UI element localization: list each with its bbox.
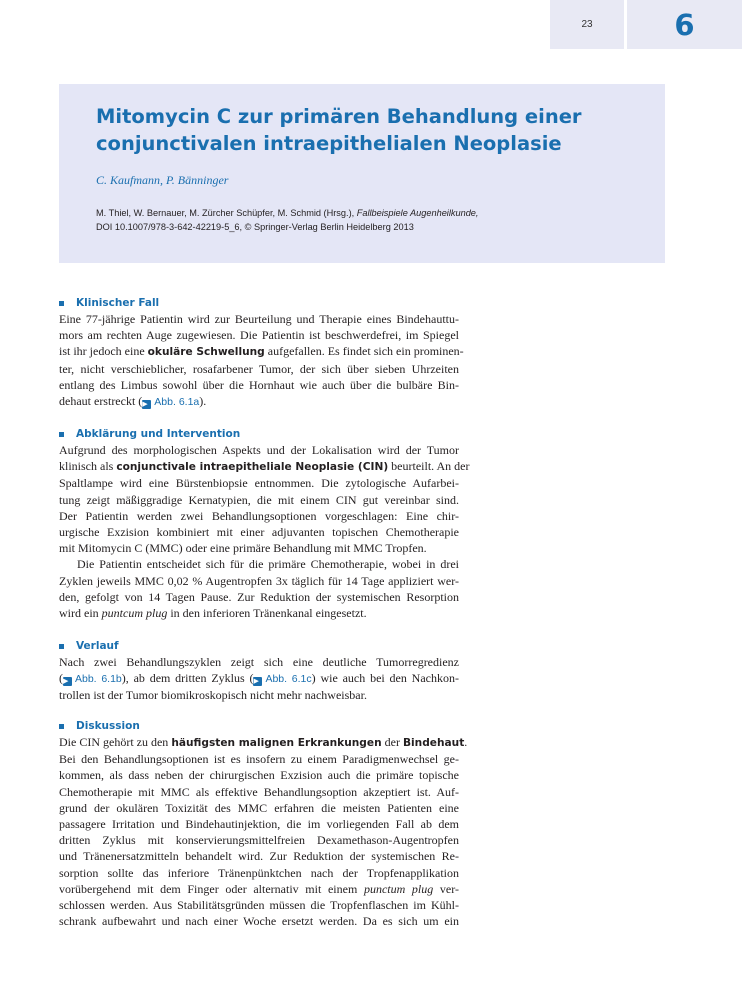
title-line-1: Mitomycin C zur primären Behandlung einer bbox=[96, 105, 582, 128]
section-bullet-icon bbox=[59, 432, 64, 437]
section-bullet-icon bbox=[59, 724, 64, 729]
chapter-tab bbox=[627, 0, 742, 49]
chapter-title bbox=[96, 103, 636, 157]
figure-reference-icon: ▶ bbox=[63, 677, 72, 686]
page-number: 23 bbox=[581, 19, 593, 30]
figure-link[interactable]: Abb. 6.1b bbox=[75, 673, 122, 686]
section-bullet-icon bbox=[59, 644, 64, 649]
figure-reference-icon: ▶ bbox=[142, 400, 151, 409]
paragraph: Nach zwei Behandlungszyklen zeigt sich eine deutliche Tumorregredienz (▶ Abb. 6.1b), ab dem dritten Zyklus (▶ Abb. 6.1c) wie auch bei den Nachkon- trollen ist der Tumor biomikroskopisch nicht mehr nachweisbar. bbox=[59, 655, 459, 703]
figure-link[interactable]: Abb. 6.1a bbox=[154, 396, 200, 409]
citation bbox=[96, 206, 656, 234]
section-heading: Diskussion bbox=[59, 718, 459, 734]
section-bullet-icon bbox=[59, 301, 64, 306]
section-heading: Abklärung und Intervention bbox=[59, 426, 459, 442]
section-verlauf bbox=[59, 638, 459, 704]
citation-doi: DOI 10.1007/978-3-642-42219-5_6, © Springer-Verlag Berlin Heidelberg 2013 bbox=[96, 222, 414, 232]
paragraph: Aufgrund des morphologischen Aspekts und der Lokalisation wird der Tumor klinisch als conjunctivale intraepitheliale Neoplasie (CIN) beurteilt. An der Spaltlampe wird eine Bürstenbiopsie entnommen. Die zytologische Aufarbei- tung zeigt mäßiggradige Kernatypien, die mit einem CIN gut vereinbar sind. Der Patientin werden zwei Behandlungsoptionen vorgeschlagen: Eine chir- urgische Exzision kombiniert mit einer adjuvanten topischen Chemotherapie mit Mitomycin C (MMC) oder eine primäre Behandlung mit MMC Tropfen. bbox=[59, 443, 470, 556]
paragraph: Die Patientin entscheidet sich für die primäre Chemotherapie, wobei in drei Zyklen jeweils MMC 0,02 % Augentropfen 3x täglich für 14 Tage appliziert wer- den, gefolgt von 14 Tagen Pause. Zur Reduktion der systemischen Resorption wird ein puntcum plug in den inferioren Tränenkanal eingesetzt. bbox=[59, 557, 459, 621]
chapter-number: 6 bbox=[674, 7, 695, 42]
section-klinischer-fall bbox=[59, 295, 464, 410]
citation-prefix: M. Thiel, W. Bernauer, M. Zürcher Schüpfer, M. Schmid (Hrsg.), bbox=[96, 208, 357, 218]
figure-reference-icon: ▶ bbox=[253, 677, 262, 686]
page-number-box bbox=[550, 0, 624, 49]
paragraph: Die CIN gehört zu den häufigsten malignen Erkrankungen der Bindehaut. Bei den Behandlungsoptionen ist es insofern zu einem Paradigmenwechsel ge- kommen, als dass neben der chirurgischen Exzision auch die primäre topische Chemotherapie mit MMC als effektive Behandlungsoption akzeptiert ist. Auf- grund der okulären Toxizität des MMC erfahren die meisten Patienten eine passagere Irritation und Bindehautinjektion, die im vorliegenden Fall ab dem dritten Zyklus mit konservierungsmittelfreien Dexamethason-Augentropfen und Tränenersatzmitteln behandelt wird. Zur Reduktion der systemischen Re- sorption sollte das inferiore Tränenpünktchen nach der Tropfenapplikation vorübergehend mit dem Finger oder alternativ mit einem punctum plug ver- schlossen werden. Aus Stabilitätsgründen müssen die Tropfenflaschen im Kühl- schrank aufbewahrt und nach einer Woche ersetzt werden. Da es sich um ein bbox=[59, 735, 468, 929]
section-diskussion bbox=[59, 718, 468, 929]
figure-link[interactable]: Abb. 6.1c bbox=[265, 673, 312, 686]
section-heading: Verlauf bbox=[59, 638, 459, 654]
section-abklaerung bbox=[59, 426, 470, 621]
authors: C. Kaufmann, P. Bänninger bbox=[96, 173, 229, 187]
title-line-2: conjunctivalen intraepithelialen Neoplasie bbox=[96, 132, 562, 155]
paragraph: Eine 77-jährige Patientin wird zur Beurteilung und Therapie eines Bindehauttu- mors am rechten Auge zugewiesen. Die Patientin ist beschwerdefrei, im Spiegel ist ihr jedoch eine okuläre Schwellung aufgefallen. Es findet sich ein prominen- ter, nicht verschieblicher, rosafarbener Tumor, der sich über sieben Uhrzeiten entlang des Limbus sowohl über die Hornhaut wie auch über die bulbäre Bin- dehaut erstreckt (▶ Abb. 6.1a). bbox=[59, 312, 464, 409]
citation-book: Fallbeispiele Augenheilkunde, bbox=[356, 208, 479, 218]
section-heading: Klinischer Fall bbox=[59, 295, 459, 311]
